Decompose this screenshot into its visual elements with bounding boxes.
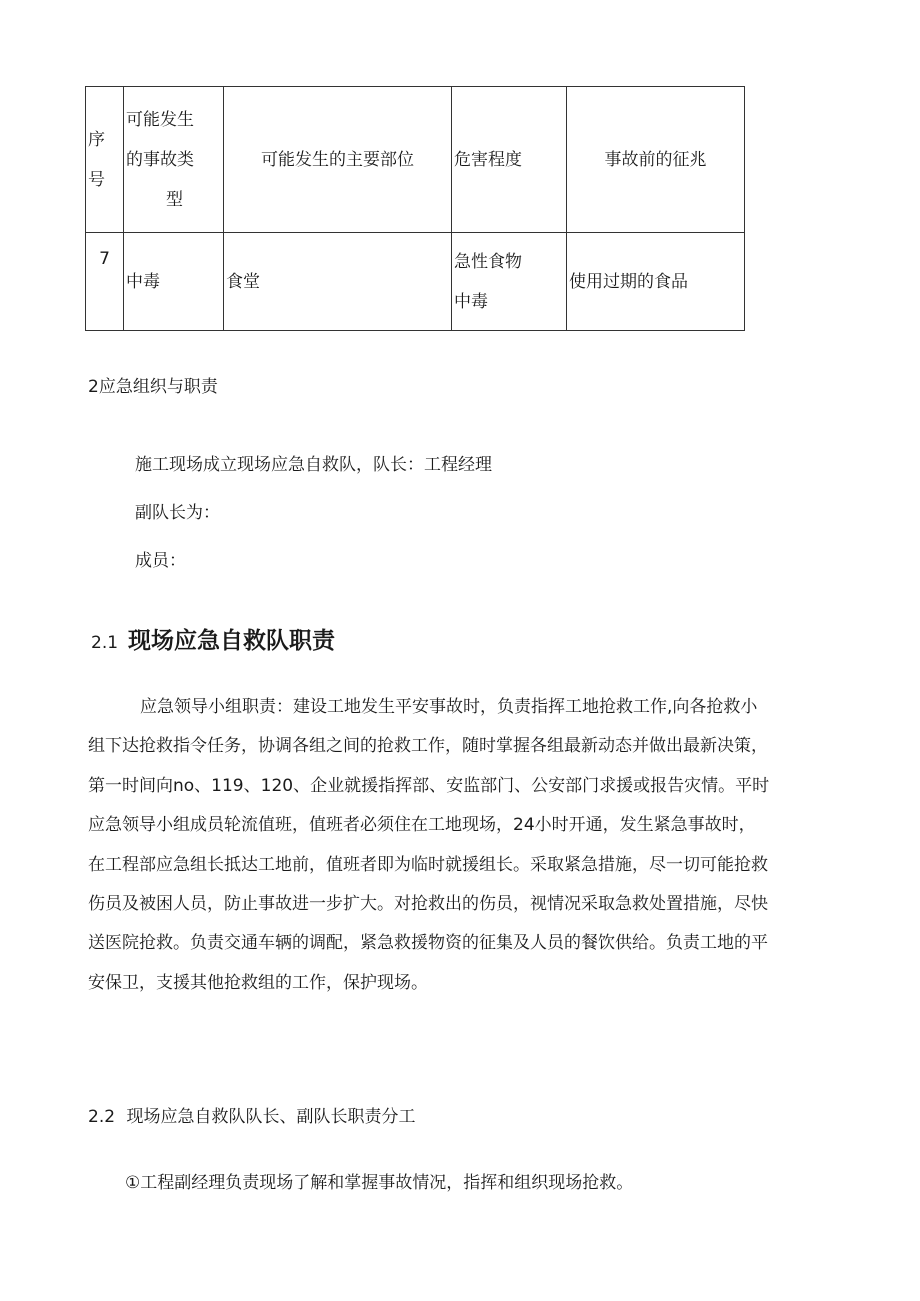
team-leader-line: 施工现场成立现场应急自救队，队长：工程经理 xyxy=(135,455,492,475)
cell-warning-signs: 使用过期的食品 xyxy=(567,233,745,331)
duties-paragraph xyxy=(88,688,848,1003)
paragraph-line: 第一时间向no、119、120、企业就援指挥部、安监部门、公安部门求援或报告灾情。平时 xyxy=(88,775,770,796)
section-2-2-heading: 2.2 现场应急自救队队长、副队长职责分工 xyxy=(88,1107,416,1127)
section-title: 现场应急自救队职责 xyxy=(128,628,336,654)
paragraph-line: 组下达抢救指令任务，协调各组之间的抢救工作，随时掌握各组最新动态并做出最新决策， xyxy=(88,736,768,757)
table-row xyxy=(86,233,745,331)
paragraph-line: 应急领导小组成员轮流值班，值班者必须住在工地现场，24小时开通，发生紧急事故时， xyxy=(88,815,756,836)
section-2-heading: 2应急组织与职责 xyxy=(88,377,218,397)
header-hazard-level: 危害程度 xyxy=(452,87,567,233)
header-location: 可能发生的主要部位 xyxy=(224,87,452,233)
cell-seq: 7 xyxy=(86,233,124,331)
duty-item-1: ①工程副经理负责现场了解和掌握事故情况，指挥和组织现场抢救。 xyxy=(125,1173,634,1193)
paragraph-line: 在工程部应急组长抵达工地前，值班者即为临时就援组长。采取紧急措施，尽一切可能抢救 xyxy=(88,854,768,875)
section-number: 2.1 xyxy=(91,633,119,653)
cell-hazard-level: 急性食物 中毒 xyxy=(452,233,567,331)
header-warning-signs: 事故前的征兆 xyxy=(567,87,745,233)
cell-accident-type: 中毒 xyxy=(124,233,224,331)
cell-location: 食堂 xyxy=(224,233,452,331)
paragraph-line: 伤员及被困人员，防止事故进一步扩大。对抢救出的伤员，视情况采取急救处置措施，尽快 xyxy=(88,894,768,915)
table-header-row xyxy=(86,87,745,233)
members-line: 成员： xyxy=(135,551,186,571)
paragraph-line: 安保卫，支援其他抢救组的工作，保护现场。 xyxy=(88,972,428,993)
vice-leader-line: 副队长为： xyxy=(135,503,220,523)
header-accident-type: 可能发生 的事故类 型 xyxy=(124,87,224,233)
hazard-table xyxy=(85,86,745,331)
header-seq: 序 号 xyxy=(86,87,124,233)
paragraph-line: 送医院抢救。负责交通车辆的调配，紧急救援物资的征集及人员的餐饮供给。负责工地的平 xyxy=(88,933,768,954)
paragraph-line: 应急领导小组职责：建设工地发生平安事故时，负责指挥工地抢救工作,向各抢救小 xyxy=(140,697,758,717)
section-2-1-heading xyxy=(91,622,335,655)
